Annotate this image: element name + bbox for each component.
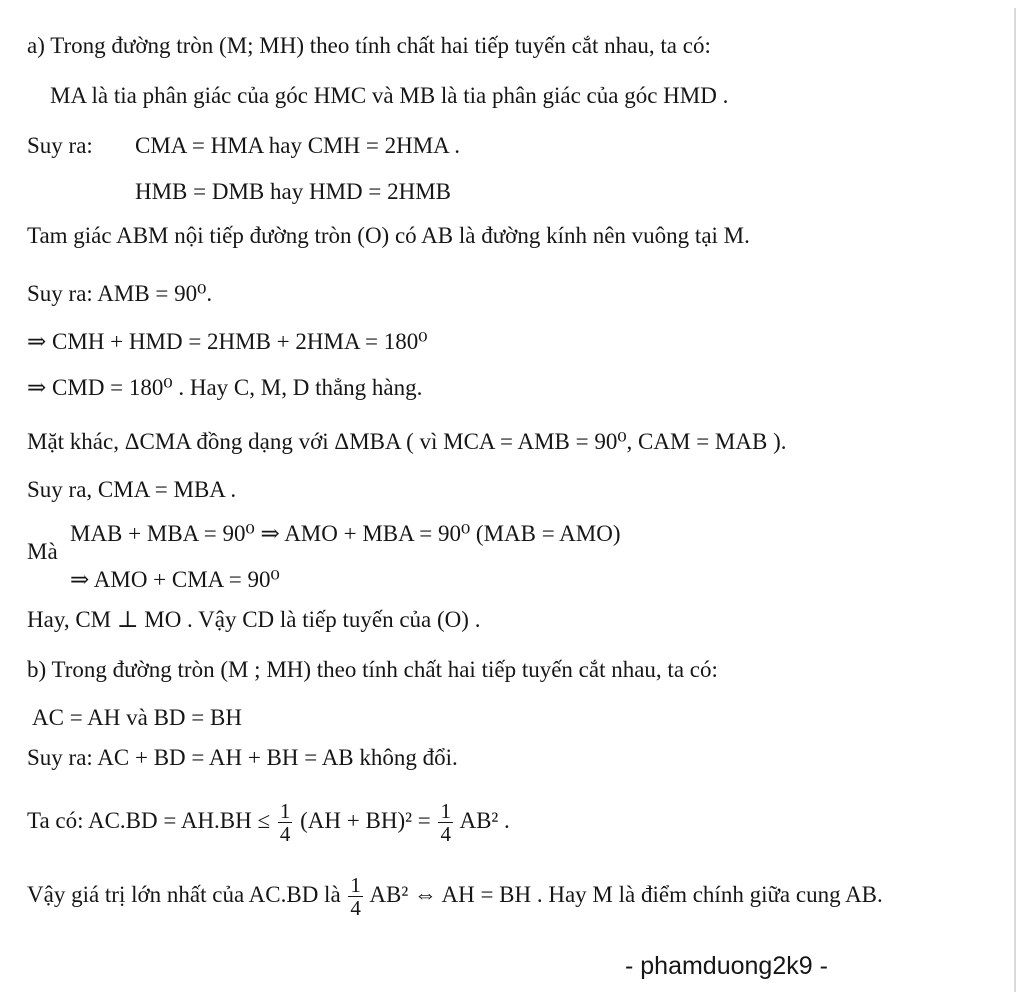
fraction-numerator: 1 bbox=[279, 799, 291, 823]
line-tangent-conclusion bbox=[27, 606, 480, 634]
document-page bbox=[10, 8, 1016, 992]
text: MAB + MBA = 90⁰ ⇒ AMO + MBA = 90⁰ (MAB = AMO) bbox=[70, 521, 621, 546]
text: AB² . bbox=[459, 807, 510, 833]
text: AB² ⇔ AH = BH . Hay M là điểm chính giữa cung AB. bbox=[369, 881, 883, 907]
line-mab-mba bbox=[70, 520, 621, 548]
text: ⇒ CMD = 180⁰ . Hay C, M, D thẳng hàng. bbox=[27, 375, 423, 400]
line-cma-mba bbox=[27, 476, 236, 504]
line-inequality bbox=[27, 800, 510, 845]
fraction-one-quarter bbox=[438, 800, 453, 845]
fraction-numerator: 1 bbox=[440, 799, 451, 823]
text: Suy ra: bbox=[27, 133, 93, 158]
text: AC = AH và BD = BH bbox=[32, 705, 242, 730]
text: CMA = HMA hay CMH = 2HMA . bbox=[135, 133, 460, 158]
line-sum-ab bbox=[27, 744, 458, 772]
author-signature: - phamduong2k9 - bbox=[625, 952, 828, 980]
text: Mà bbox=[27, 539, 58, 564]
text: HMB = DMB hay HMD = 2HMB bbox=[135, 179, 452, 204]
line-ma-label bbox=[27, 538, 58, 566]
line-amo-cma bbox=[70, 566, 280, 594]
line-max-value bbox=[27, 874, 883, 919]
text: Vậy giá trị lớn nhất của AC.BD là bbox=[27, 881, 341, 907]
text: MA là tia phân giác của góc HMC và MB là tia phân giác của góc HMD . bbox=[50, 83, 729, 108]
line-b-heading bbox=[27, 656, 718, 684]
line-cmd-180 bbox=[27, 374, 422, 402]
line-similar-triangles bbox=[27, 428, 786, 456]
text: Suy ra: AC + BD = AH + BH = AB không đổi. bbox=[27, 745, 458, 770]
text: Ta có: AC.BD = AH.BH ≤ bbox=[27, 807, 271, 833]
text: Suy ra, CMA = MBA . bbox=[27, 477, 237, 502]
fraction-denominator: 4 bbox=[350, 896, 361, 920]
line-triangle-abm bbox=[27, 222, 750, 250]
line-angle-eq-1 bbox=[135, 132, 460, 160]
line-suy-ra-label bbox=[27, 132, 93, 160]
line-a-heading bbox=[27, 32, 711, 60]
fraction-denominator: 4 bbox=[279, 822, 291, 846]
fraction-denominator: 4 bbox=[440, 822, 451, 846]
text: a) Trong đường tròn (M; MH) theo tính chất hai tiếp tuyến cắt nhau, ta có: bbox=[27, 33, 711, 58]
text: Suy ra: AMB = 90⁰. bbox=[27, 281, 213, 306]
line-bisector bbox=[50, 82, 728, 110]
text: (AH + BH)² = bbox=[300, 807, 431, 833]
text: Hay, CM ⊥ MO . Vậy CD là tiếp tuyến của (O) . bbox=[27, 607, 481, 632]
text: ⇒ AMO + CMA = 90⁰ bbox=[70, 567, 280, 592]
line-amb-90 bbox=[27, 280, 212, 308]
text: ⇒ CMH + HMD = 2HMB + 2HMA = 180⁰ bbox=[27, 329, 428, 354]
line-sum-180 bbox=[27, 328, 428, 356]
fraction-numerator: 1 bbox=[350, 873, 361, 897]
line-ac-bd bbox=[32, 704, 242, 732]
fraction-one-quarter bbox=[348, 874, 363, 919]
text: b) Trong đường tròn (M ; MH) theo tính chất hai tiếp tuyến cắt nhau, ta có: bbox=[27, 657, 718, 682]
fraction-one-quarter bbox=[278, 800, 293, 845]
line-angle-eq-2 bbox=[135, 178, 451, 206]
text: Tam giác ABM nội tiếp đường tròn (O) có AB là đường kính nên vuông tại M. bbox=[27, 223, 750, 248]
text: Mặt khác, ΔCMA đồng dạng với ΔMBA ( vì MCA = AMB = 90⁰, CAM = MAB ). bbox=[27, 429, 787, 454]
